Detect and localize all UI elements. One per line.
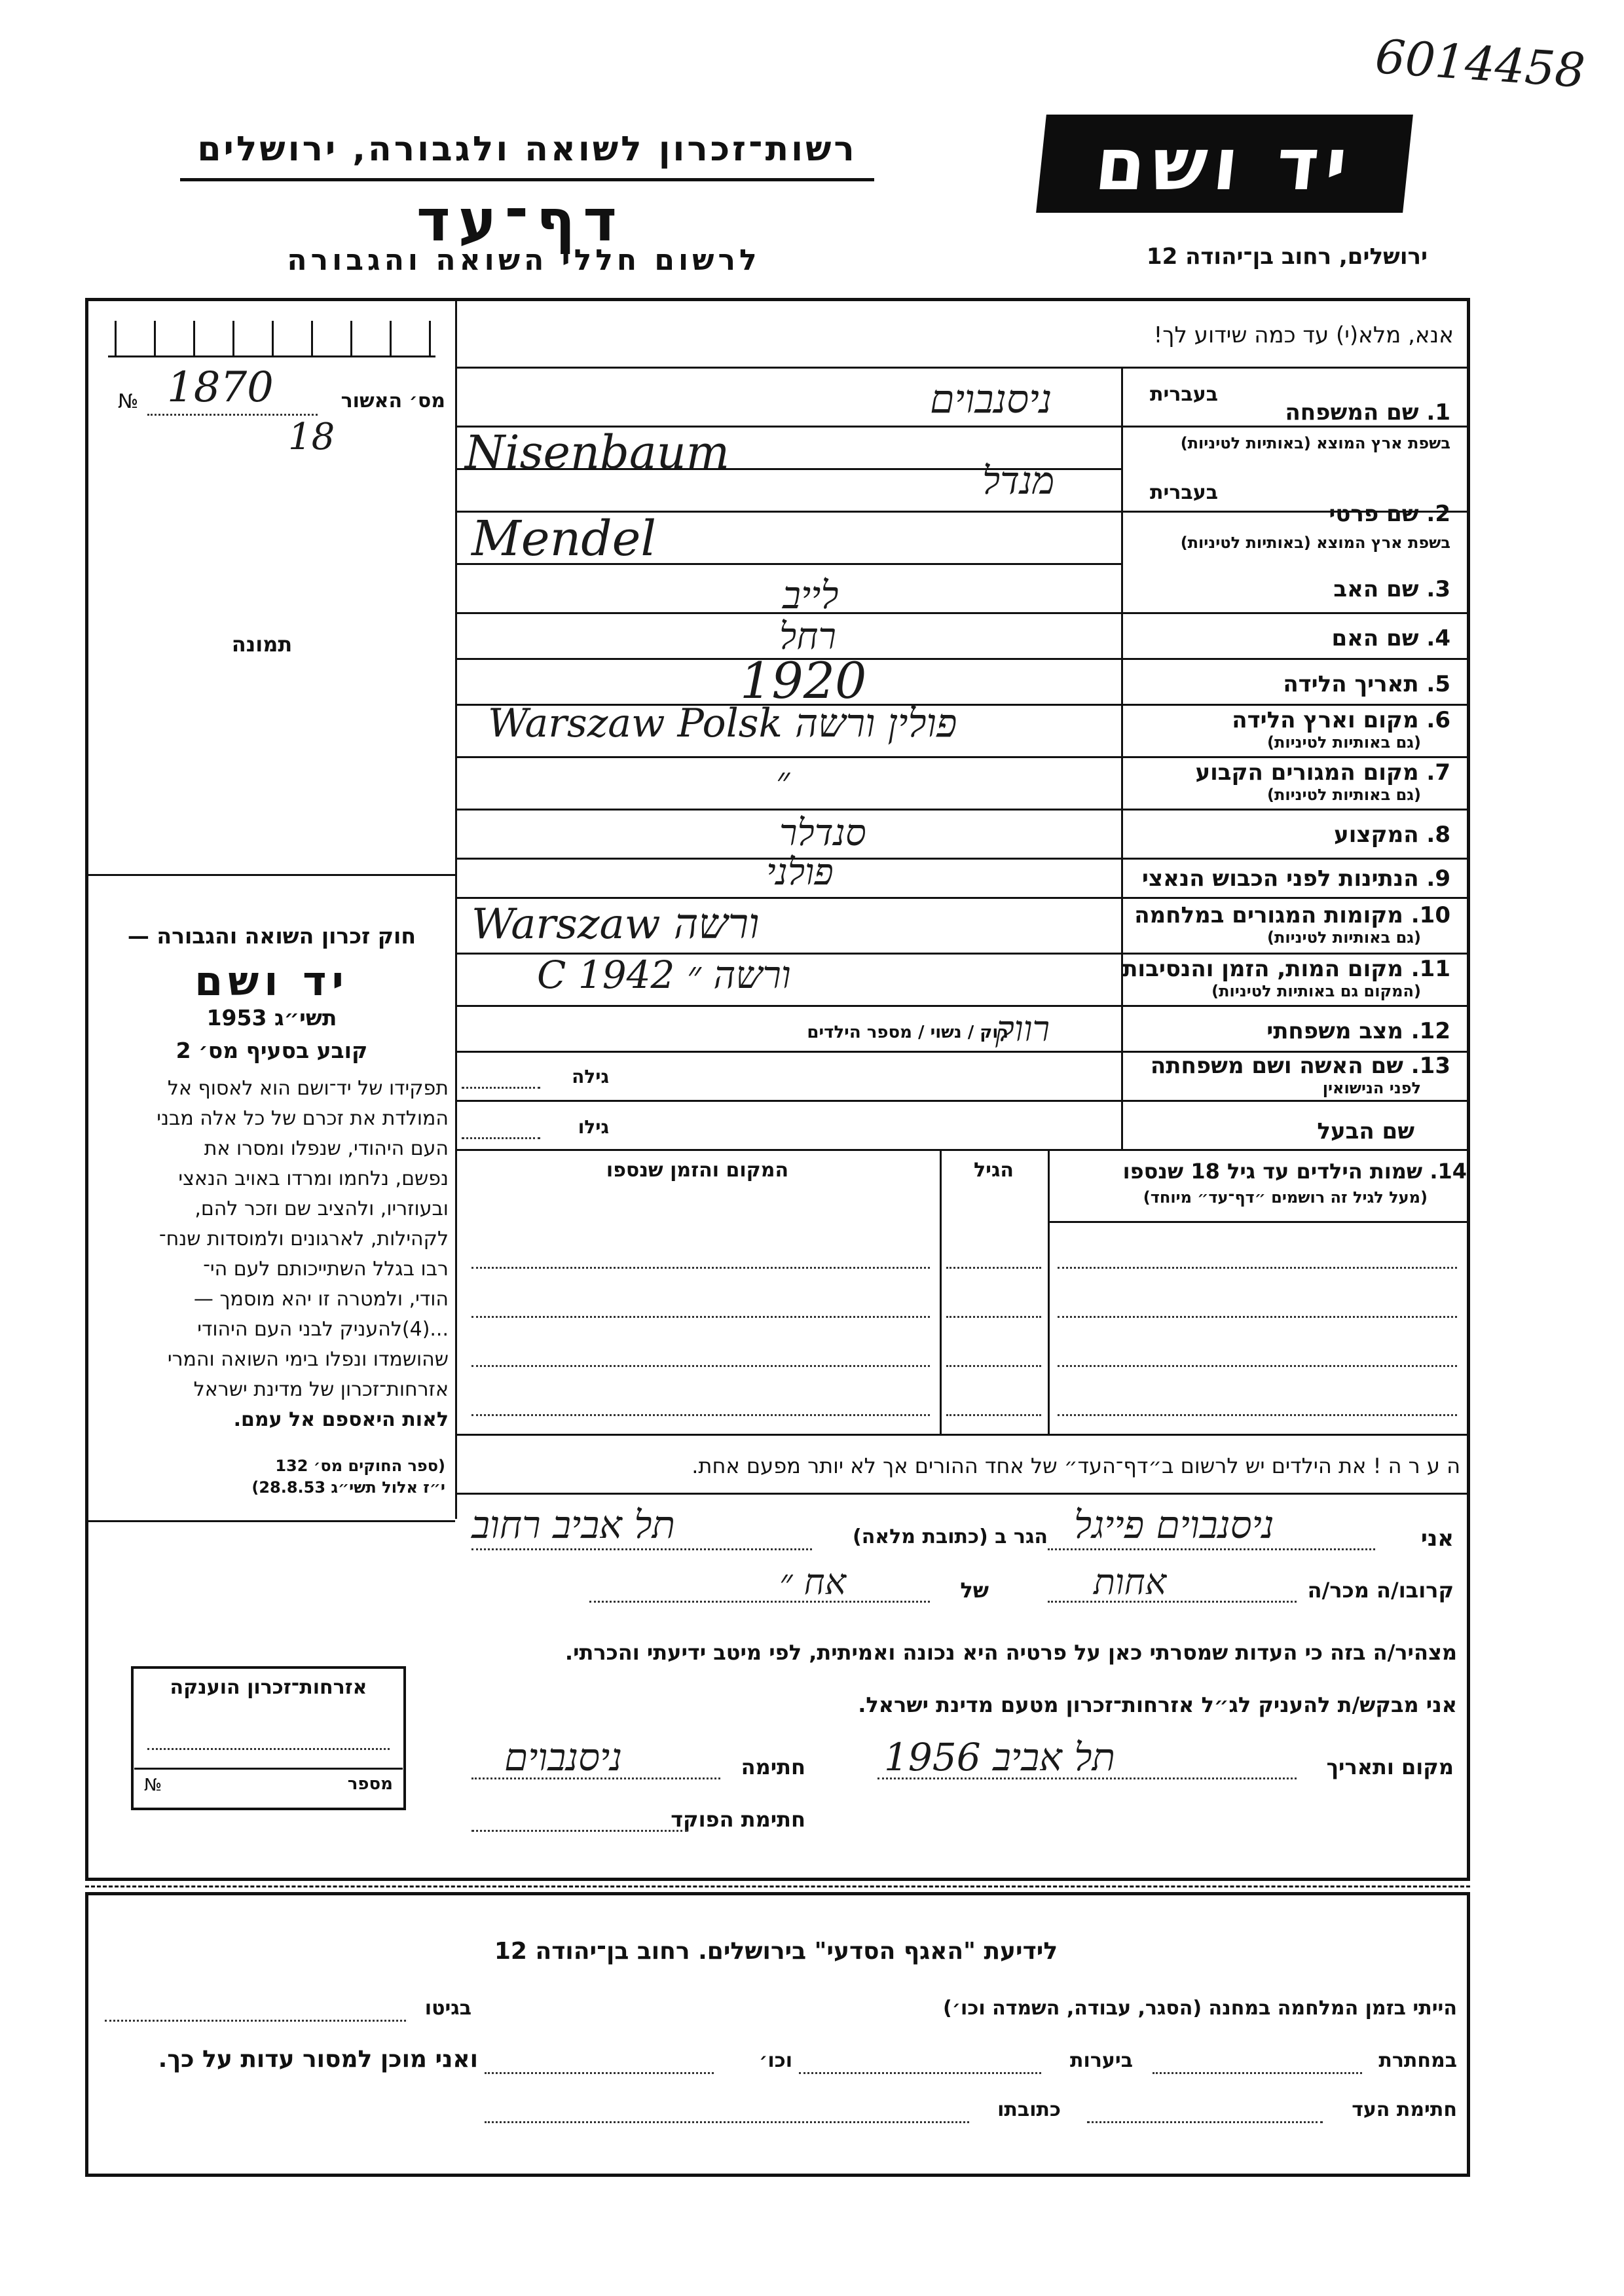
decl-relation: אחות: [1094, 1561, 1167, 1603]
decl-of-value: אח ״: [779, 1561, 847, 1603]
signature-value: ניסנבוים: [504, 1735, 623, 1779]
wife-age-label: גילה: [572, 1066, 609, 1087]
law-source-2: י״ז אלול תשי״ג 28.8.53): [251, 1478, 445, 1497]
bottom-forests: ביערות: [1070, 2049, 1133, 2072]
field-13-sub: לפני הנישואין: [1322, 1079, 1421, 1097]
citizenship-number-label: מספר: [347, 1774, 393, 1794]
field-11-sub: (המקום גם באותיות לטיניות): [1211, 982, 1421, 1000]
barcode-ticks: [108, 318, 435, 357]
field-2-lang: בעברית: [1150, 481, 1218, 504]
children-label: 14. שמות הילדים עד גיל 18 שנספו: [1122, 1159, 1467, 1184]
nationality: פולני: [766, 851, 834, 894]
photo-label: תמונה: [231, 632, 293, 657]
address: ירושלים, רחוב בן־יהודה 12: [1146, 244, 1428, 270]
children-place-col: המקום והזמן שנספו: [606, 1159, 789, 1182]
field-12-label: 12. מצב משפחתי: [1266, 1018, 1450, 1044]
registration-number: 1870: [167, 363, 274, 412]
law-name: יד ושם: [194, 957, 349, 1005]
field-11-label: 11. מקום המות, הזמן והנסיבות: [1122, 956, 1450, 982]
children-note: ה ע ר ה ! את הילדים יש לרשום ב״דף־העד״ של אחד ההורים אך לא יותר מפעם אחת.: [692, 1453, 1460, 1478]
mother-name: רחל: [779, 615, 836, 658]
field-1-label: 1. שם המשפחה: [1285, 399, 1450, 426]
decl-statement: מצהיר/ה בזה כי העדות שמסרתי כאן על פרטיה היא נכונה ואמיתית, לפי מיטב ידיעתי והכרתי.: [564, 1640, 1457, 1665]
field-1-sub: בשפת ארץ המוצא (באותיות לטיניות): [1180, 434, 1450, 452]
death-details: C 1942 ורשה ״: [537, 953, 791, 997]
surname-hebrew: ניסנבוים: [930, 376, 1052, 422]
first-name-latin: Mendel: [471, 511, 657, 567]
yad-vashem-logo: [1036, 115, 1413, 213]
marital-status: רווק: [995, 1008, 1050, 1049]
bottom-witness-sig: חתימת העד: [1352, 2098, 1457, 2121]
field-9-label: 9. הנתינות לפני הכבוש הנאצי: [1141, 866, 1450, 892]
intro-text: אנא, מלא(י) עד כמה שידוע לך!: [1153, 322, 1454, 348]
field-7-label: 7. מקום המגורים הקבוע: [1195, 759, 1450, 786]
field-2-label: 2. שם פרטי: [1329, 501, 1450, 527]
bottom-line1: הייתי בזמן המלחמה במחנה (הסגר, עבודה, השמדה וכו׳): [943, 1997, 1457, 2020]
bottom-testify: ואני מוכן למסור עדות על כך.: [158, 2046, 478, 2073]
field-13-label: 13. שם האשה ושם משפחתה: [1150, 1053, 1450, 1079]
war-residence: Warszaw ורשה: [471, 900, 760, 949]
field-4-label: 4. שם האם: [1331, 625, 1450, 651]
husband-age-label: גילו: [578, 1116, 609, 1138]
decl-request: אני מבקש/ת להעניק לג״ל אזרחות־זכרון מטעם מדינת ישראל.: [858, 1692, 1457, 1717]
decl-of: של: [960, 1578, 989, 1603]
witness-frame: [85, 1892, 1470, 2177]
archive-number: 6014458: [1373, 28, 1587, 99]
field-7-sub: (גם באותיות לטיניות): [1267, 786, 1421, 804]
registration-no-mark: №: [118, 390, 139, 413]
field-8-label: 8. המקצוע: [1334, 822, 1450, 848]
decl-resides: הגר ב (כתובת מלאה): [852, 1525, 1048, 1548]
surname-latin: Nisenbaum: [465, 426, 730, 479]
decl-signature: חתימה: [741, 1755, 805, 1779]
place-date-value: תל אביב 1956: [884, 1735, 1115, 1779]
birth-place: Warszaw Polsk פולין ורשה: [488, 701, 957, 746]
law-year: תשי״ג 1953: [206, 1005, 337, 1030]
bottom-line1-end: בגיטו: [424, 1997, 471, 2020]
field-3-label: 3. שם האב: [1333, 576, 1450, 602]
law-section: קובע בסעיף מס׳ 2: [175, 1038, 368, 1063]
children-age-col: הגיל: [974, 1159, 1014, 1182]
profession: סנדלר: [779, 812, 866, 854]
bottom-etc: וכו׳: [759, 2049, 792, 2072]
decl-ani: אני: [1420, 1525, 1454, 1552]
citizenship-title: אזרחות־זכרון הוענקה: [170, 1676, 367, 1699]
law-source-1: (ספר החוקים מס׳ 132: [275, 1457, 445, 1475]
decl-place-date: מקום ותאריך: [1326, 1755, 1454, 1779]
law-title: חוק זכרון השואה והגבורה —: [127, 923, 416, 949]
form-title: דף־עד: [416, 187, 625, 254]
field-6-label: 6. מקום וארץ הלידה: [1232, 707, 1450, 733]
children-sub: (מעל לגיל זה רושמים ״דף־עד״ מיוחד): [1143, 1188, 1428, 1207]
citizenship-no-mark: №: [144, 1776, 162, 1795]
bottom-underground: במחתרת: [1378, 2049, 1457, 2072]
decl-name: ניסנבוים פייגל: [1074, 1503, 1274, 1547]
field-5-label: 5. תאריך הלידה: [1283, 671, 1450, 697]
form-subtitle: לרשום חללי השואה והגבורה: [287, 244, 761, 277]
father-name: לייב: [783, 573, 839, 617]
field-husband-label: שם הבעל: [1317, 1118, 1414, 1144]
marital-options: רוק / נשוי / מספר הילדים: [807, 1023, 1008, 1042]
decl-address: תל אביב רחוב: [471, 1503, 675, 1547]
first-name-hebrew: מנדל: [982, 458, 1055, 503]
registration-sub: 18: [288, 416, 335, 458]
field-2-sub: בשפת ארץ המוצא (באותיות לטיניות): [1180, 534, 1450, 552]
law-body: תפקידו של יד־ושם הוא לאסוף אל המולדת את זכרם של כל אלה מבני העם היהודי, שנפלו ומסרו את נפשם, נלחמו ומרדו באויב הנאצי ובעוזריו, ולהציב שם וזכר להם, לקהילות, לארגונים ולמוסדות שנח־ רבו בגלל השתייכותם לעם הי־ הודי, ולמטרה זו יהא מוסמך — ...(4)להעניק לבני העם היהודי שהושמדו ונפלו בימי השואה והמרי אזרחות־זכרון של מדינת ישראל לאות היאספם אל עמם.: [157, 1077, 449, 1431]
decl-relative: קרובו/ה מכר/ה: [1307, 1578, 1454, 1603]
registration-label: מס׳ האשור: [341, 390, 445, 412]
birth-date: 1920: [740, 651, 867, 710]
residence: ״: [776, 759, 790, 802]
bottom-title: לידיעת "האגף הסדעי" בירושלים. רחוב בן־יהודה 12: [494, 1938, 1058, 1965]
field-1-lang: בעברית: [1150, 383, 1218, 406]
field-10-label: 10. מקומות המגורים במלחמה: [1134, 902, 1450, 928]
field-6-sub: (גם באותיות לטיניות): [1267, 733, 1421, 752]
decl-officer-signature: חתימת הפוקד: [671, 1807, 805, 1832]
field-10-sub: (גם באותיות לטיניות): [1267, 928, 1421, 947]
bottom-address: כתובתו: [997, 2098, 1061, 2121]
logo-text: יד ושם: [1091, 122, 1358, 206]
authority-name: רשות־זכרון לשואה ולגבורה, ירושלים: [197, 130, 857, 169]
